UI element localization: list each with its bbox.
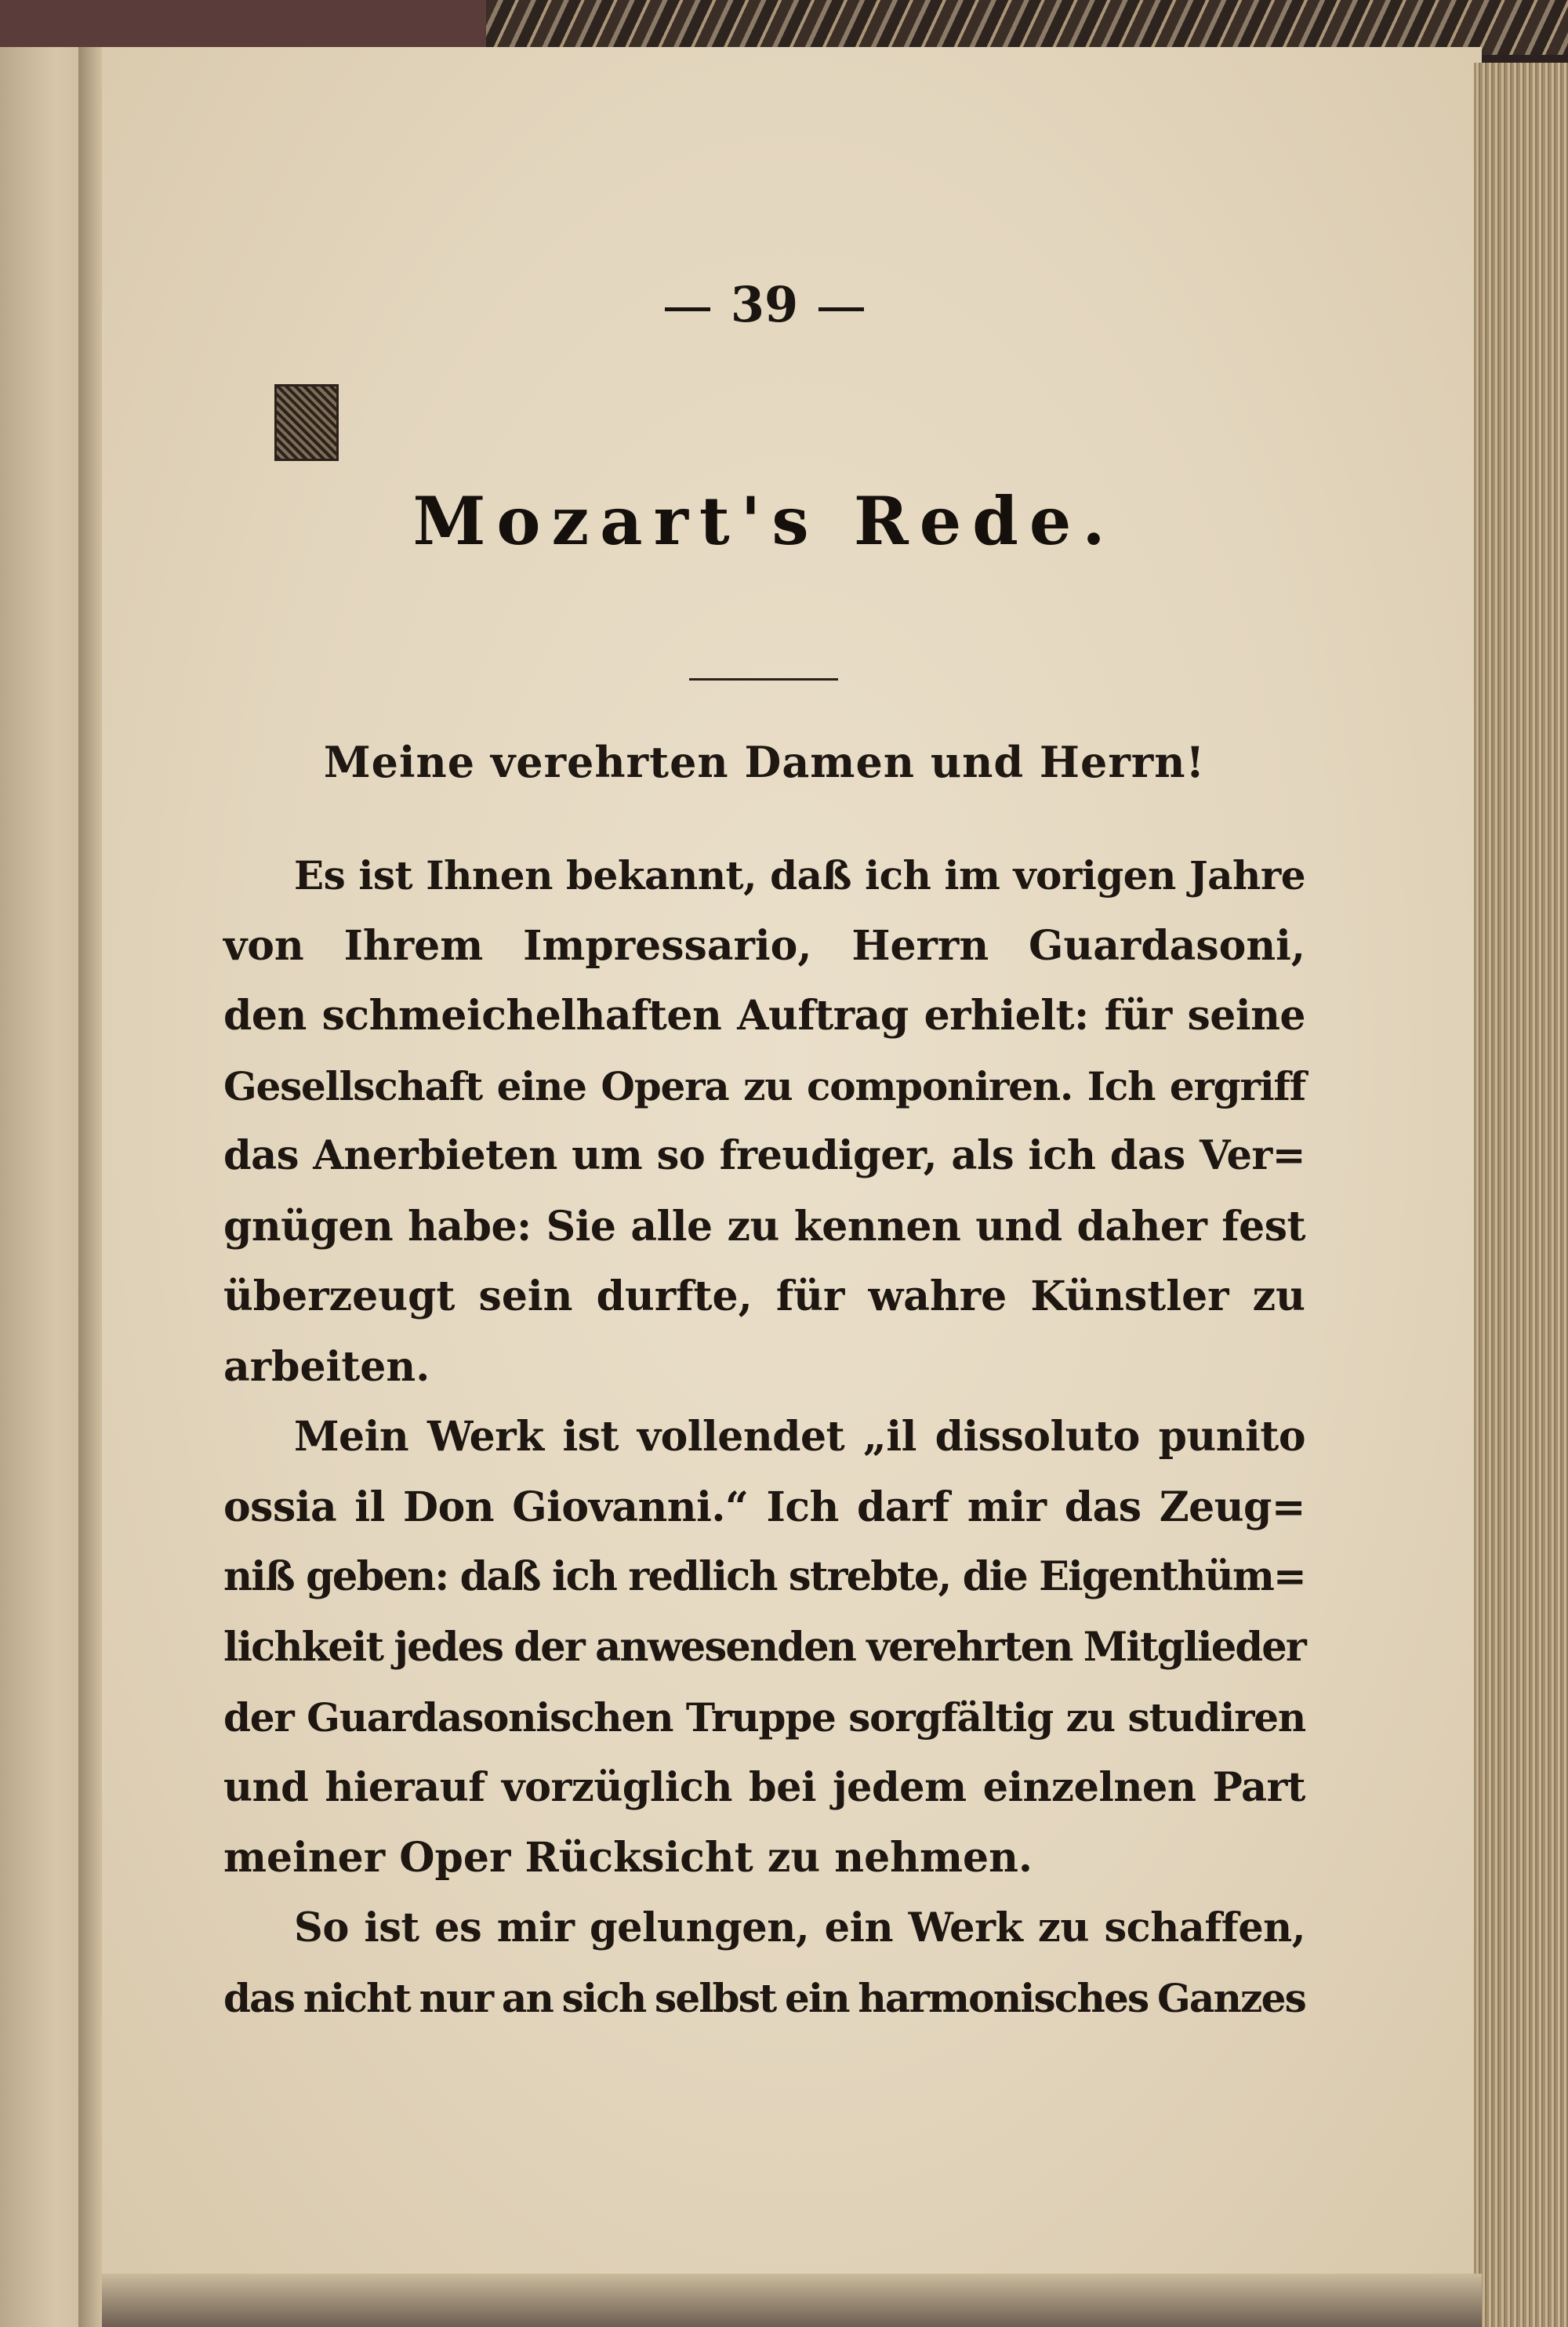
text-line: das Anerbieten um so freudiger, als ich das Ver= (223, 1132, 1305, 1179)
dash-left (665, 307, 710, 311)
text-line: gnügen habe: Sie alle zu kennen und daher fest (223, 1202, 1305, 1251)
body-text (223, 840, 1305, 2034)
text-line: niß geben: daß ich redlich strebte, die Eigenthüm= (223, 1553, 1305, 1600)
text-line: ossia il Don Giovanni.“ Ich darf mir das Zeug= (223, 1483, 1305, 1531)
text-line: das nicht nur an sich selbst ein harmonisches Ganzes (223, 1975, 1305, 2021)
printer-ornament-icon (274, 384, 339, 461)
text-line: Es ist Ihnen bekannt, daß ich im vorigen Jahre (294, 852, 1305, 898)
salutation: Meine verehrten Damen und Herrn! (323, 737, 1206, 787)
dash-right (818, 307, 864, 311)
page-bottom-shadow (102, 2274, 1482, 2327)
text-line: den schmeichelhaften Auftrag erhielt: für seine (223, 992, 1305, 1040)
text-line: Mein Werk ist vollendet „il dissoluto punito (294, 1413, 1305, 1461)
page-number: 39 (730, 276, 799, 333)
text-line: überzeugt sein durfte, für wahre Künstler zu (223, 1272, 1305, 1320)
page-number-header (223, 276, 1305, 333)
text-line: lichkeit jedes der anwesenden verehrten Mitglieder (223, 1623, 1305, 1671)
title-divider (689, 678, 838, 681)
text-line: meiner Oper Rücksicht zu nehmen. (223, 1834, 1033, 1882)
page-block-edges (1474, 63, 1568, 2327)
text-line: der Guardasonischen Truppe sorgfältig zu studiren (223, 1694, 1305, 1741)
text-line: Gesellschaft eine Opera zu componiren. Ich ergriff (223, 1062, 1305, 1109)
text-line: von Ihrem Impressario, Herrn Guardasoni, (223, 921, 1305, 970)
chapter-title: Mozart's Rede. (412, 482, 1116, 560)
text-line: So ist es mir gelungen, ein Werk zu schaffen, (294, 1904, 1305, 1951)
text-line: und hierauf vorzüglich bei jedem einzelnen Part (223, 1763, 1305, 1811)
text-line: arbeiten. (223, 1342, 430, 1391)
